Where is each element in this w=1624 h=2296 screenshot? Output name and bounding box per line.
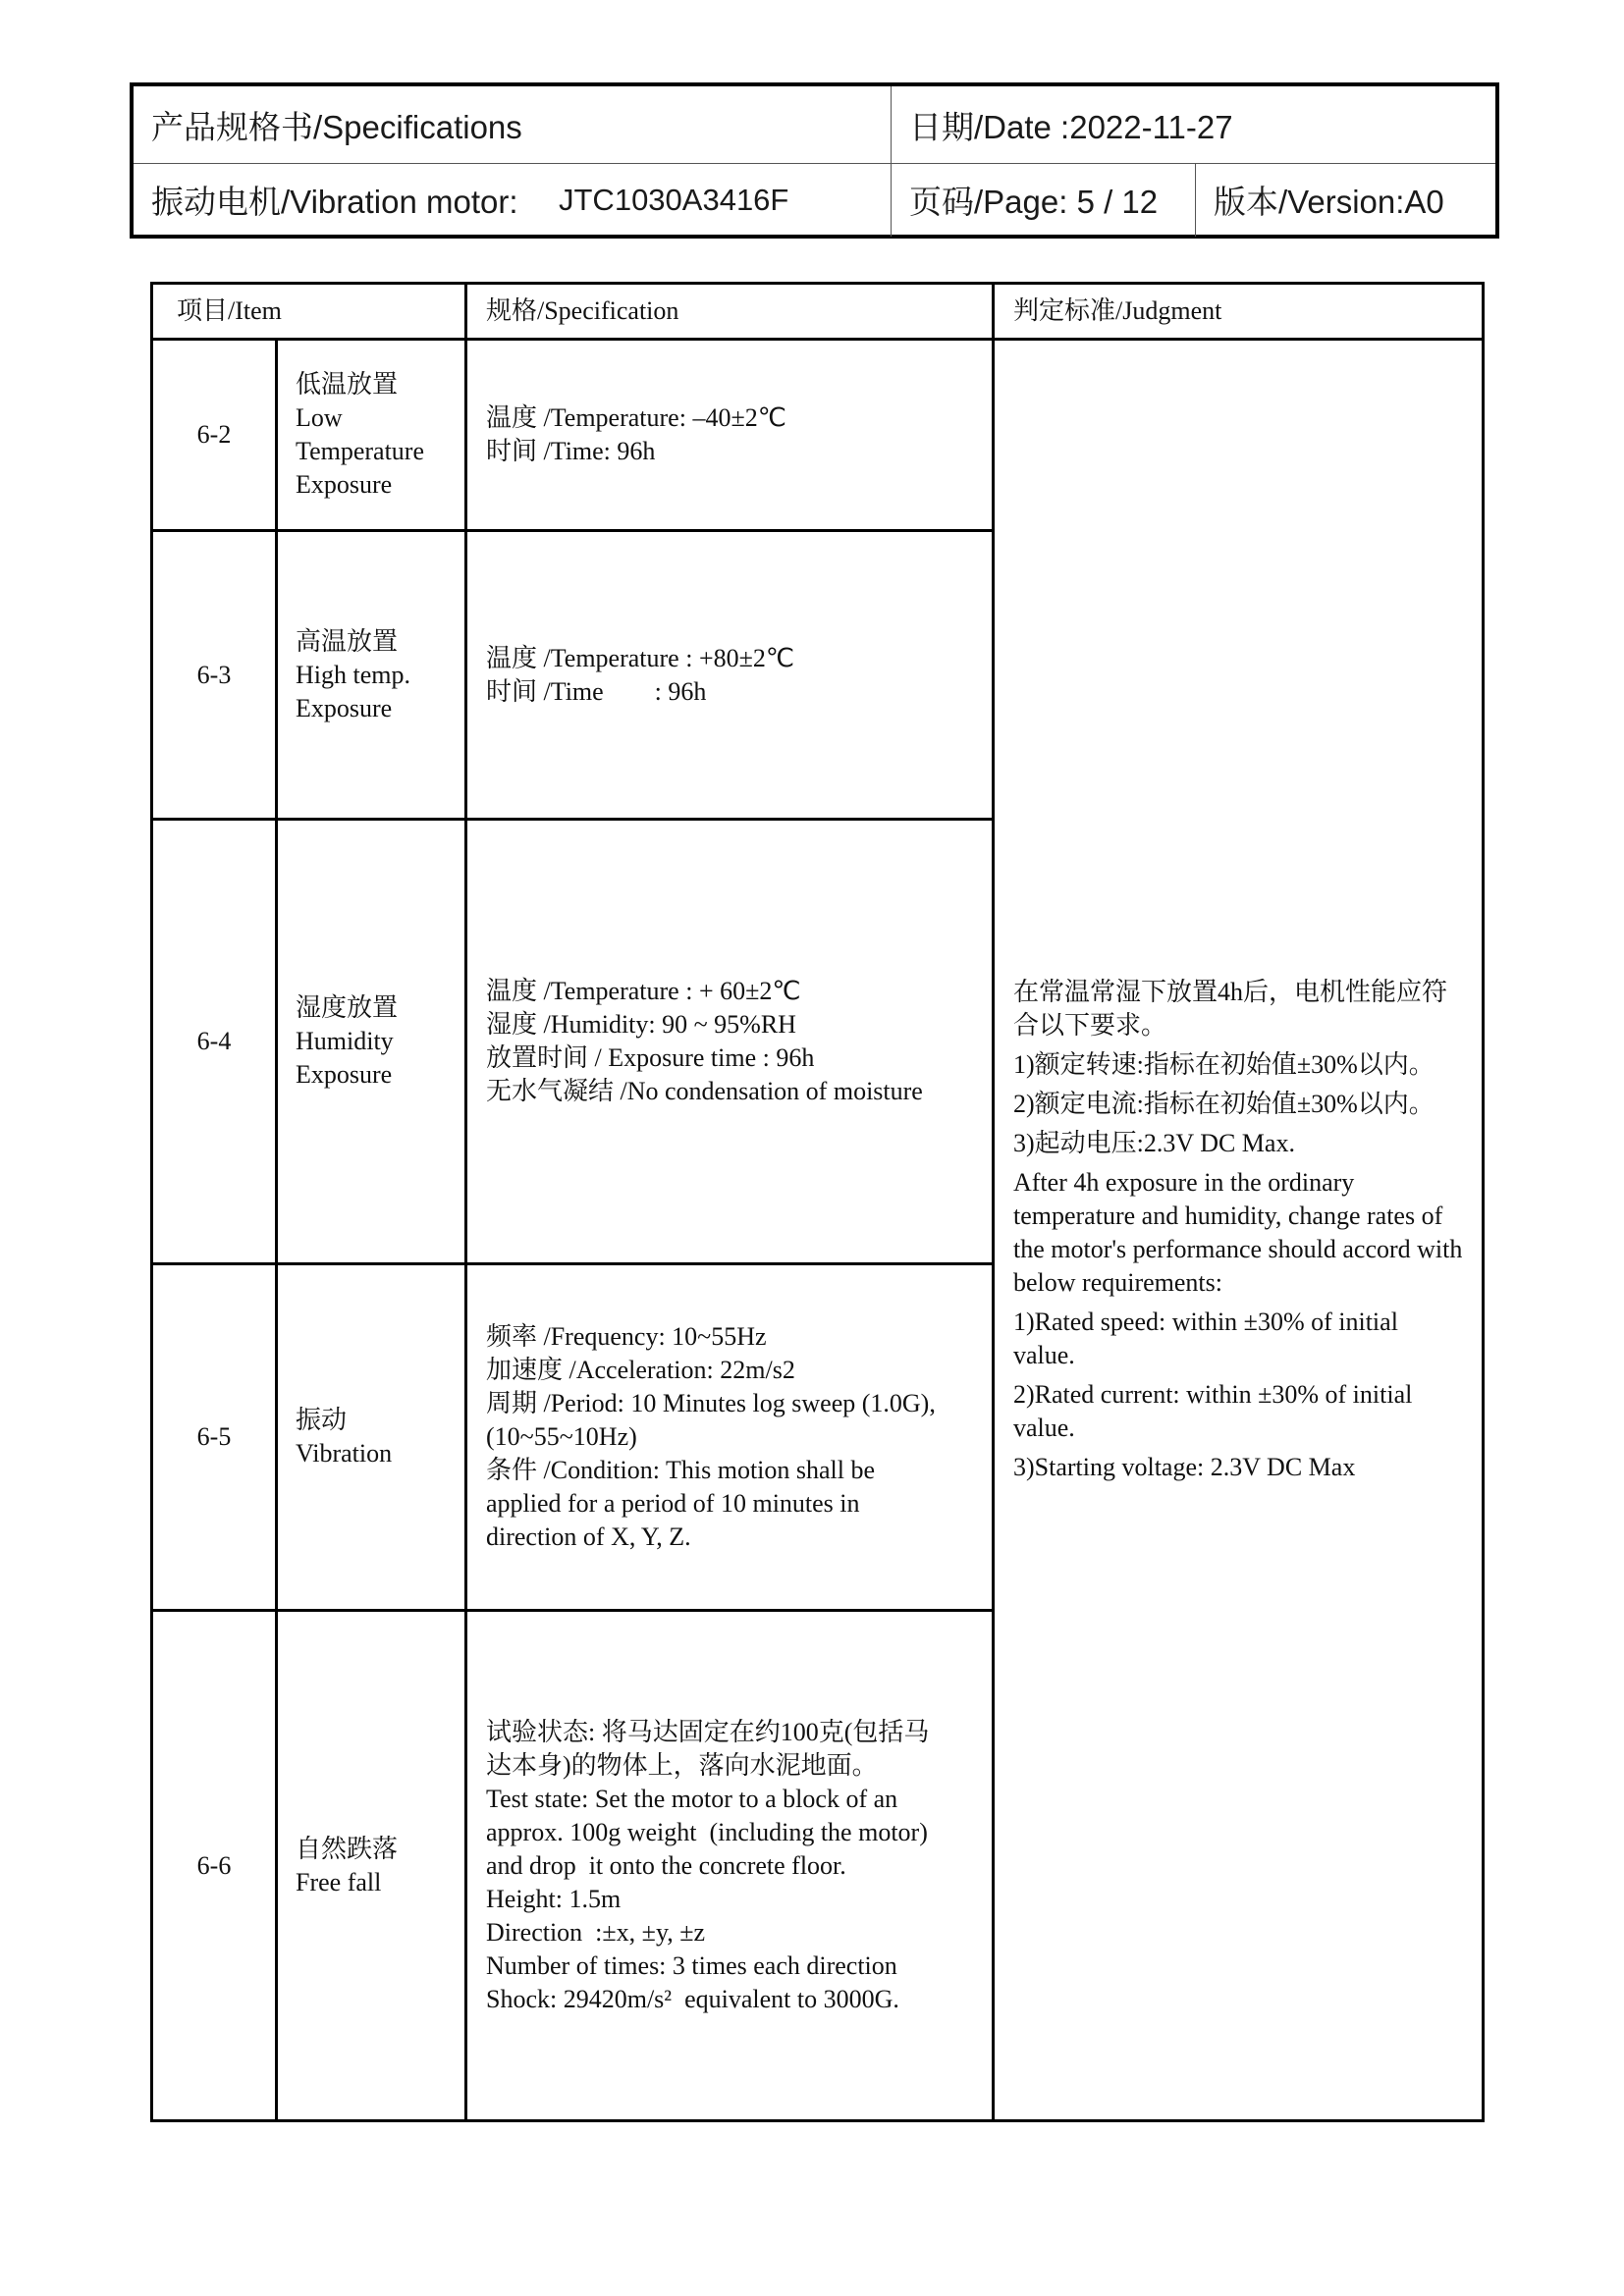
header-divider (891, 86, 892, 163)
item-specification: 温度 /Temperature : + 60±2℃ 湿度 /Humidity: 90 ~ 95%RH 放置时间 / Exposure time : 96h 无水气凝结 /No condensation of moisture (486, 977, 923, 1105)
item-specification: 温度 /Temperature : +80±2℃ 时间 /Time : 96h (486, 643, 795, 706)
item-specification: 试验状态: 将马达固定在约100克(包括马 达本身)的物体上，落向水泥地面。 Test state: Set the motor to a block of an approx. 100g weight (including the motor) and drop it onto the concrete floor. Height: 1.5m Direction :±x, ±y, ±z Number of times: 3 times each direction Shock: 29420m/s² equivalent to 3000G. (486, 1717, 930, 2013)
document-header (130, 82, 1499, 239)
item-name: 振动 Vibration (296, 1406, 393, 1468)
item-number: 6-2 (196, 420, 232, 449)
version-label: 版本/Version:A0 (1214, 184, 1444, 220)
header-divider (891, 163, 892, 237)
column-divider (992, 285, 995, 2119)
column-divider (275, 338, 278, 2119)
item-number: 6-6 (196, 1850, 232, 1880)
item-name: 湿度放置 Humidity Exposure (296, 993, 399, 1089)
item-name: 高温放置 High temp. Exposure (296, 626, 410, 722)
page-number: 页码/Page: 5 / 12 (909, 184, 1159, 220)
item-name: 自然跌落 Free fall (296, 1834, 399, 1896)
header-row-2 (134, 163, 1495, 237)
column-divider (464, 285, 467, 2119)
item-specification: 温度 /Temperature: –40±2℃ 时间 /Time: 96h (486, 403, 786, 465)
doc-type-label: 产品规格书/Specifications (151, 108, 522, 145)
judgment-criteria: 在常温常湿下放置4h后，电机性能应符合以下要求。 1)额定转速:指标在初始值±30%以内。 2)额定电流:指标在初始值±30%以内。 3)起动电压:2.3V DC Max. After 4h exposure in the ordinary temperature and humidity, change rates of the motor's performance should accord with below requirements: 1)Rated speed: within ±30% of initial value. 2)Rated current: within ±30% of initial value. 3)Starting voltage: 2.3V DC Max (1013, 978, 1463, 1481)
item-number: 6-5 (196, 1422, 232, 1451)
item-name: 低温放置 Low Temperature Exposure (296, 370, 424, 499)
header-divider (1195, 163, 1196, 237)
product-label: 振动电机/Vibration motor: (151, 184, 518, 220)
column-header-specification: 规格/Specification (486, 296, 679, 325)
model-number: JTC1030A3416F (559, 182, 789, 217)
column-header-item: 项目/Item (177, 296, 282, 325)
date-label: 日期/Date :2022-11-27 (909, 108, 1233, 145)
column-header-judgment: 判定标准/Judgment (1013, 296, 1222, 325)
spec-table (150, 282, 1485, 2122)
item-number: 6-3 (196, 660, 232, 689)
item-specification: 频率 /Frequency: 10~55Hz 加速度 /Acceleration: 22m/s2 周期 /Period: 10 Minutes log sweep (1.0G), (10~55~10Hz) 条件 /Condition: This motion shall be applied for a period of 10 minutes in direction of X, Y, Z. (486, 1322, 936, 1551)
header-row-1 (134, 86, 1495, 164)
item-number: 6-4 (196, 1027, 232, 1055)
